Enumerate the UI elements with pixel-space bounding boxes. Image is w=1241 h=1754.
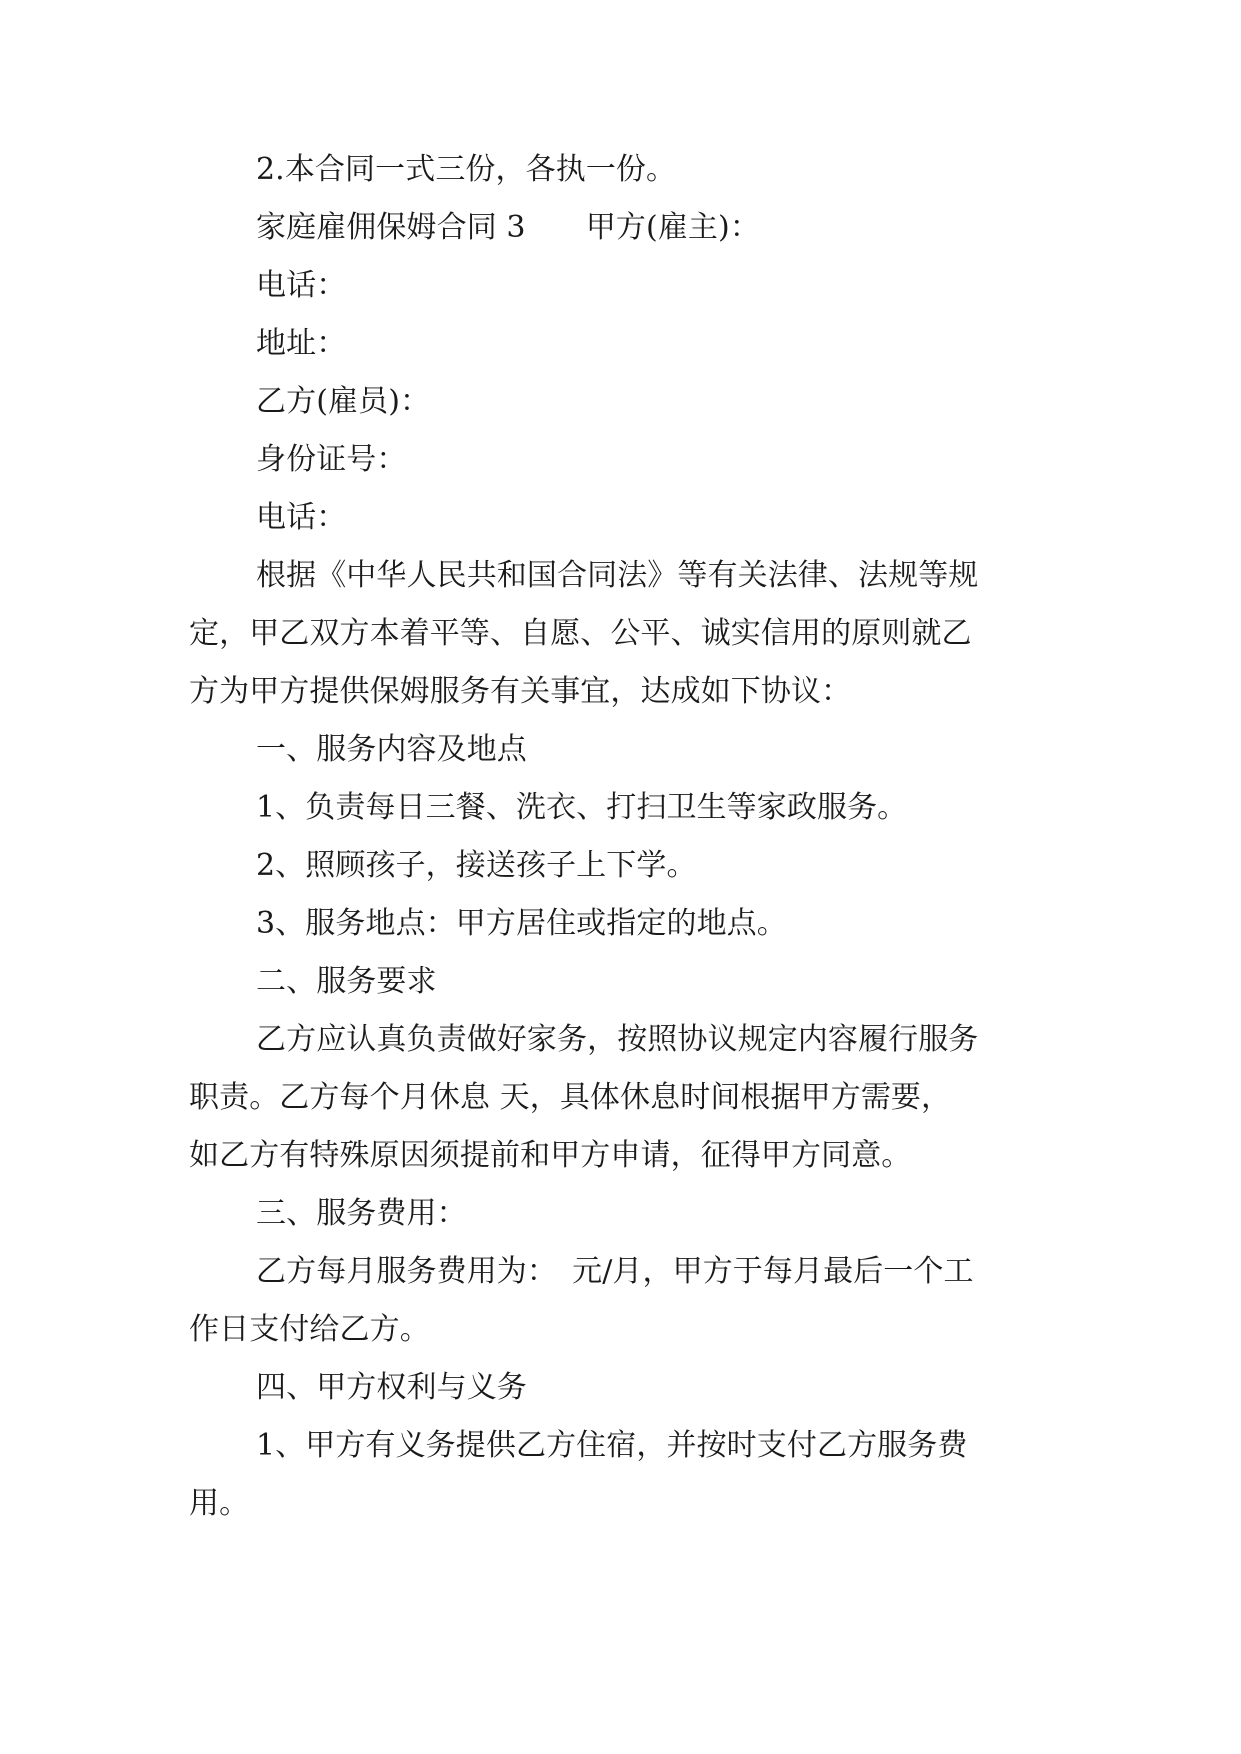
text-line: 家庭雇佣保姆合同 3 甲方(雇主)： — [256, 210, 760, 245]
text-line: 1、负责每日三餐、洗衣、打扫卫生等家政服务。 — [256, 790, 908, 825]
text-line: 3、服务地点：甲方居住或指定的地点。 — [256, 906, 787, 941]
text-line: 1、甲方有义务提供乙方住宿，并按时支付乙方服务费 — [256, 1428, 968, 1463]
text-line: 用。 — [189, 1486, 250, 1521]
section-heading: 三、服务费用： — [256, 1196, 467, 1231]
text-line: 乙方(雇员)： — [256, 384, 431, 419]
text-line: 电话： — [256, 268, 347, 303]
text-line: 方为甲方提供保姆服务有关事宜，达成如下协议： — [189, 674, 852, 709]
text-line: 乙方应认真负责做好家务，按照协议规定内容履行服务 — [256, 1022, 979, 1057]
text-line: 如乙方有特殊原因须提前和甲方申请，征得甲方同意。 — [189, 1138, 912, 1173]
text-line: 2.本合同一式三份，各执一份。 — [256, 152, 677, 187]
text-line: 乙方每月服务费用为： 元/月，甲方于每月最后一个工 — [256, 1254, 974, 1289]
text-line: 2、照顾孩子，接送孩子上下学。 — [256, 848, 697, 883]
text-line: 地址： — [256, 326, 347, 361]
text-line: 定，甲乙双方本着平等、自愿、公平、诚实信用的原则就乙 — [189, 616, 972, 651]
text-line: 职责。乙方每个月休息 天，具体休息时间根据甲方需要， — [189, 1080, 952, 1115]
text-line: 电话： — [256, 500, 347, 535]
section-heading: 二、服务要求 — [256, 964, 437, 999]
text-line: 作日支付给乙方。 — [189, 1312, 430, 1347]
section-heading: 一、服务内容及地点 — [256, 732, 527, 767]
section-heading: 四、甲方权利与义务 — [256, 1370, 527, 1405]
text-line: 身份证号： — [256, 442, 407, 477]
text-line: 根据《中华人民共和国合同法》等有关法律、法规等规 — [256, 558, 979, 593]
